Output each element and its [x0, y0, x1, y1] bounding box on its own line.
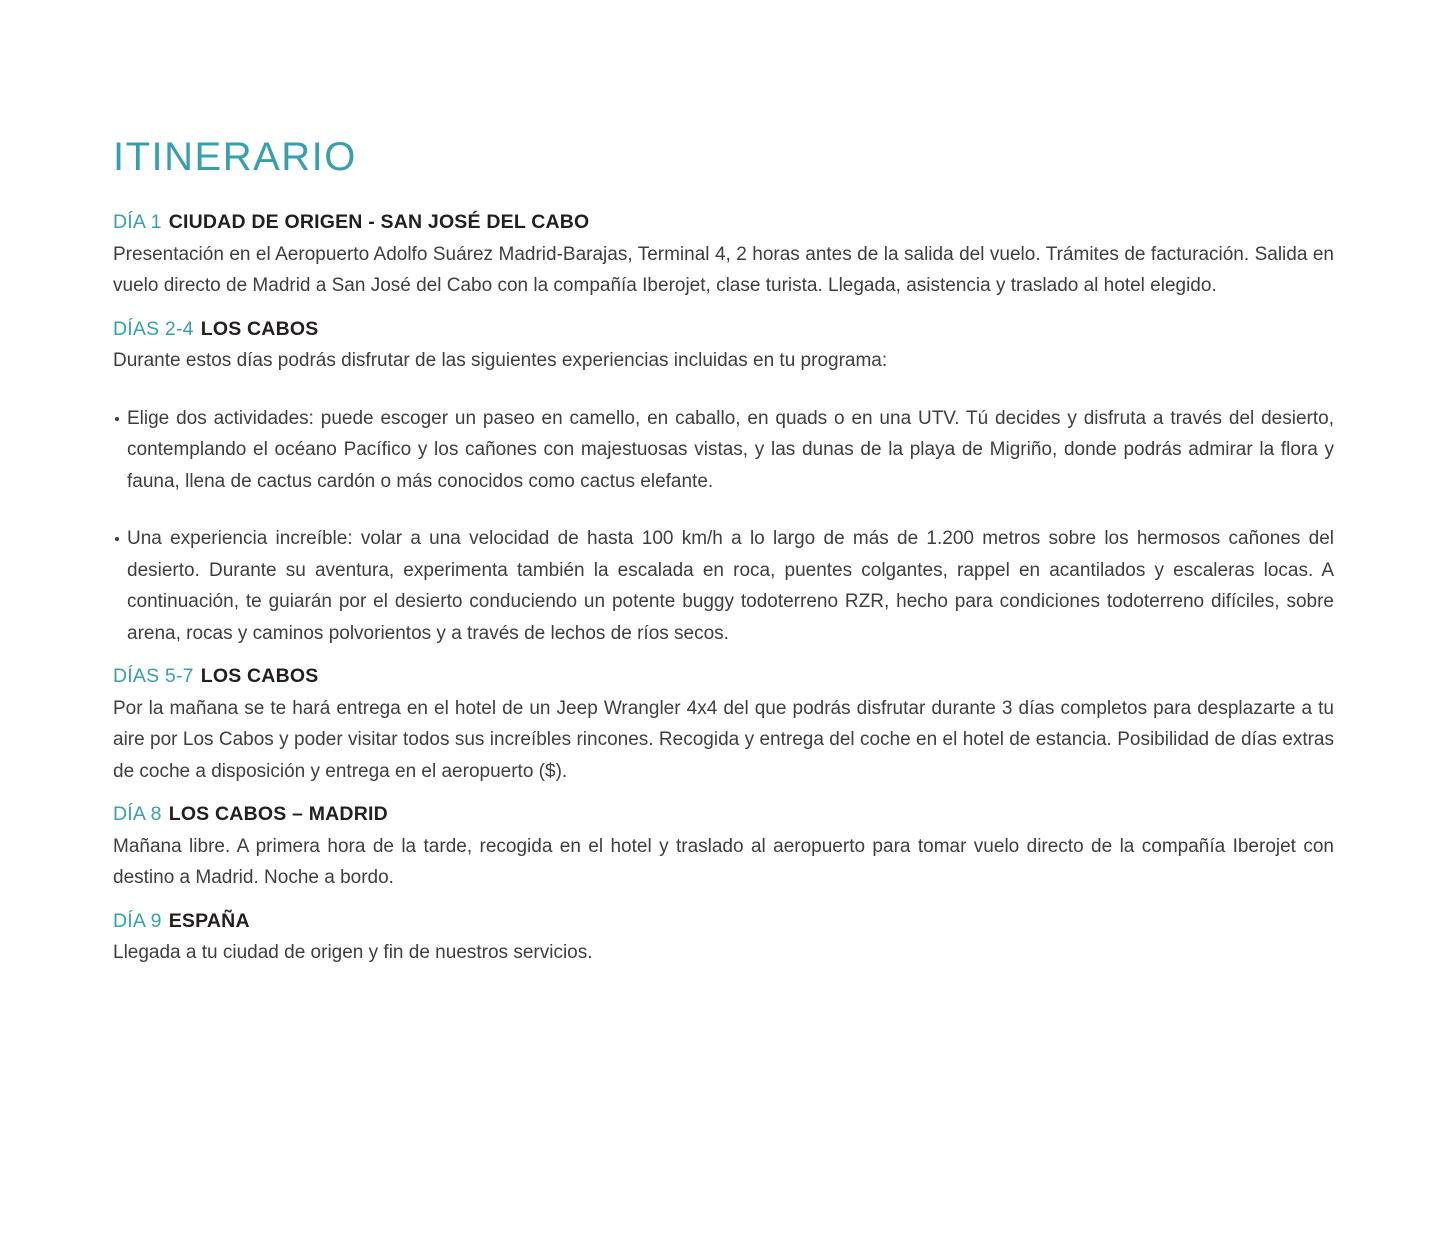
section-heading [113, 661, 1334, 693]
section-days-2-4 [113, 314, 1334, 650]
section-title: LOS CABOS [200, 317, 319, 340]
day-label: DÍAS 5-7 [113, 665, 194, 687]
bullet-icon [115, 537, 119, 541]
section-day-8 [113, 799, 1334, 894]
section-title: CIUDAD DE ORIGEN - SAN JOSÉ DEL CABO [168, 211, 590, 233]
section-paragraph: Durante estos días podrás disfrutar de las siguientes experiencias incluidas en tu programa: [113, 350, 888, 371]
day-label: DÍA 9 [113, 909, 162, 932]
section-title: LOS CABOS – MADRID [168, 803, 388, 825]
section-paragraph: Mañana libre. A primera hora de la tarde, recogida en el hotel y traslado al aeropuerto para tomar vuelo directo de la compañía Iberojet con destino a Madrid. Noche a bordo. [113, 835, 1334, 888]
bullet-item [113, 523, 1334, 649]
section-day-9 [113, 906, 1334, 969]
page-title: ITINERARIO [113, 135, 357, 179]
section-heading [113, 314, 1334, 346]
section-heading [113, 906, 1334, 938]
bullet-item [113, 403, 1334, 498]
section-days-5-7 [113, 661, 1334, 787]
bullet-text: Elige dos actividades: puede escoger un paseo en camello, en caballo, en quads o en una UTV. Tú decides y disfruta a través del desierto, contemplando el océano Pacífico y los cañones con majestuosas vistas, y las dunas de la playa de Migriño, donde podrás admirar la flora y fauna, llena de cactus cardón o más conocidos como cactus elefante. [127, 407, 1334, 492]
section-paragraph: Por la mañana se te hará entrega en el hotel de un Jeep Wrangler 4x4 del que podrás disfrutar durante 3 días completos para desplazarte a tu aire por Los Cabos y poder visitar todos sus increíbles rincones. Recogida y entrega del coche en el hotel de estancia. Posibilidad de días extras de coche a disposición y entrega en el aeropuerto ($). [113, 697, 1334, 782]
day-label: DÍA 8 [113, 803, 162, 825]
section-title: ESPAÑA [168, 909, 250, 932]
section-heading [113, 799, 1334, 831]
bullet-text: Una experiencia increíble: volar a una velocidad de hasta 100 km/h a lo largo de más de 1.200 metros sobre los hermosos cañones del desierto. Durante su aventura, experimenta también la escalada en roca, puentes colgantes, rappel en acantilados y escaleras locas. A continuación, te guiarán por el desierto conduciendo un potente buggy todoterreno RZR, hecho para condiciones todoterreno difíciles, sobre arena, rocas y caminos polvorientos y a través de lechos de ríos secos. [127, 528, 1334, 644]
section-heading [113, 207, 1334, 239]
day-label: DÍAS 2-4 [113, 317, 194, 340]
section-title: LOS CABOS [200, 665, 319, 687]
section-paragraph: Llegada a tu ciudad de origen y fin de nuestros servicios. [113, 942, 593, 963]
day-label: DÍA 1 [113, 211, 162, 233]
bullet-icon [115, 417, 119, 421]
section-day-1 [113, 207, 1334, 302]
section-paragraph: Presentación en el Aeropuerto Adolfo Suárez Madrid-Barajas, Terminal 4, 2 horas antes de la salida del vuelo. Trámites de facturación. Salida en vuelo directo de Madrid a San José del Cabo con la compañía Iberojet, clase turista. Llegada, asistencia y traslado al hotel elegido. [113, 243, 1334, 296]
